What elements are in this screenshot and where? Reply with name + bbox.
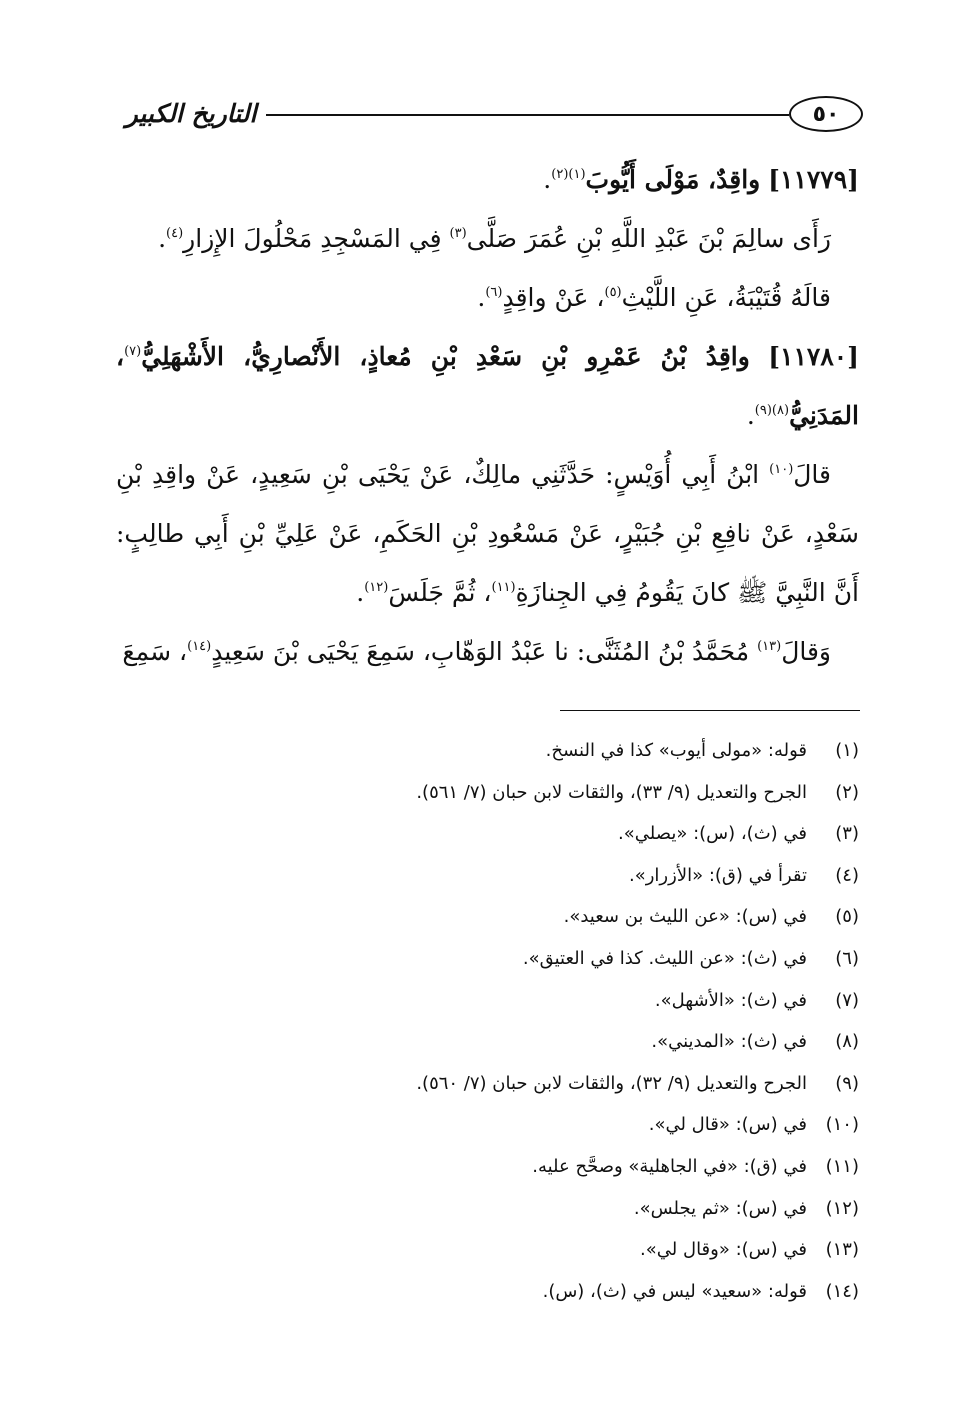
footnote-text: في (ث)، (س): «يصلي».: [618, 823, 807, 845]
entry-tail: .: [746, 401, 755, 430]
paragraph: [116, 445, 859, 622]
footnote-ref: (١)(٢): [551, 167, 586, 182]
footnote-text: تقرأ في (ق): «الأزرار».: [629, 864, 807, 886]
footnote: [116, 1021, 859, 1063]
entry-number: [١١٧٧٩]: [768, 165, 859, 194]
footnote-separator: [560, 710, 860, 711]
paragraph-text: فِي المَسْجِدِ مَحْلُولَ الإِزارِ: [183, 224, 450, 253]
footnote-number: (١٠): [825, 1114, 859, 1136]
footnote-number: (٩): [835, 1072, 859, 1094]
paragraph-text: .: [477, 283, 486, 312]
entry-name: واقِدُ بْنُ عَمْرِو بْنِ سَعْدِ بْنِ مُعاذٍ، الأَنْصارِيُّ، الأَشْهَلِيُّ: [141, 342, 750, 371]
footnote-number: (١): [835, 740, 859, 761]
footnote-ref: (٦): [485, 285, 503, 300]
paragraph-text: قالَ: [793, 460, 831, 489]
footnote: [116, 980, 859, 1022]
footnote-ref: (٧): [124, 344, 142, 359]
paragraph-text: ابْنُ أَبِي أُوَيْسٍ: حَدَّثَنِي مالِكٌ، عَنْ يَحْيَى بْنِ سَعِيدٍ، عَنْ واقِدِ بْنِ سَعْدٍ، عَنْ نافِعِ بْنِ جُبَيْرٍ، عَنْ مَسْعُودِ بْنِ الحَكَمِ، عَنْ عَلِيِّ بْنِ أَبِي طالِبٍ: أَنَّ النَّبِيَّ ﷺ كانَ يَقُومُ فِي الجِنازَةِ: [116, 460, 859, 607]
paragraph-text: ، سَمِعَ: [122, 637, 188, 666]
footnote: [116, 1063, 859, 1105]
footnote-number: (١٢): [825, 1197, 859, 1219]
footnote-ref: (١١): [491, 580, 516, 595]
footnote-number: (٧): [835, 989, 859, 1011]
footnote-text: الجرح والتعديل (٩/ ٣٢)، والثقات لابن حبان (٧/ ٥٦٠).: [416, 1072, 807, 1094]
footnote: [116, 855, 859, 897]
footnote: [116, 1146, 859, 1188]
entry-tail: .: [543, 165, 552, 194]
paragraph: [116, 268, 859, 327]
header-rule: [266, 114, 789, 116]
footnote: [116, 1229, 859, 1271]
footnote-number: (٣): [835, 823, 859, 845]
entry-name-cont: ، المَدَنِيُّ: [116, 342, 859, 430]
footnote-number: (٦): [835, 947, 859, 969]
footnote: [116, 730, 859, 772]
book-title: التاريخ الكبير: [125, 99, 257, 128]
footnote-number: (١١): [825, 1155, 859, 1177]
footnote-text: في (ث): «الأشهل».: [654, 989, 807, 1011]
entry-11779: [116, 150, 859, 209]
entry-number: [١١٧٨٠]: [768, 342, 860, 371]
footnote-text: في (س): «ثم يجلس».: [633, 1197, 807, 1219]
paragraph: [116, 209, 859, 268]
footnote-ref: (١٢): [364, 580, 389, 595]
footnote: [116, 896, 859, 938]
paragraph-text: رَأَى سالِمَ بْنَ عَبْدِ اللَّهِ بْنِ عُمَرَ صَلَّى: [466, 224, 831, 253]
footnote-ref: (٥): [604, 285, 622, 300]
footnote-text: الجرح والتعديل (٩/ ٣٣)، والثقات لابن حبان (٧/ ٥٦١).: [416, 781, 807, 803]
footnote: [116, 813, 859, 855]
footnote-ref: (٨)(٩): [754, 403, 790, 418]
entry-name: واقِدٌ، مَوْلَى أَيُّوبَ: [585, 165, 761, 194]
paragraph-text: ، ثُمَّ جَلَسَ: [388, 578, 492, 607]
footnote: [116, 938, 859, 980]
footnote-text: في (س): «وقال لي».: [640, 1239, 807, 1261]
footnote-ref: (١٣): [757, 639, 782, 654]
footnote-ref: (١٤): [187, 639, 212, 654]
paragraph: [116, 622, 859, 681]
footnote-text: في (ق): «في الجاهلية» وصحَّح عليه.: [532, 1155, 807, 1177]
footnotes-list: [116, 730, 859, 1312]
paragraph-text: .: [158, 224, 167, 253]
footnote-number: (٥): [835, 906, 859, 928]
footnote: [116, 1271, 859, 1313]
footnote: [116, 772, 859, 814]
footnote-text: في (ث): «المديني».: [651, 1031, 807, 1053]
footnote-ref: (١٠): [769, 462, 794, 477]
page-number: ٥٠: [789, 96, 863, 132]
paragraph-text: مُحَمَّدُ بْنُ المُثَنَّى: نا عَبْدُ الوَهّابِ، سَمِعَ يَحْيَى بْنَ سَعِيدٍ: [211, 637, 758, 666]
footnote-ref: (٤): [166, 226, 184, 241]
footnote-text: في (س): «عن الليث بن سعيد».: [563, 906, 807, 928]
footnote-text: قوله: «مولى أيوب» كذا في النسخ.: [545, 740, 807, 761]
footnote-number: (٢): [835, 781, 859, 803]
footnote-text: في (س): «قال لي».: [648, 1114, 807, 1136]
paragraph-text: .: [356, 578, 365, 607]
footnote-text: في (ث): «عن الليث. كذا في العتيق».: [522, 947, 807, 969]
page-header: [118, 92, 863, 148]
paragraph-text: ، عَنْ واقِدٍ: [502, 283, 605, 312]
footnote-number: (١٤): [825, 1280, 859, 1302]
main-text: [116, 150, 859, 681]
paragraph-text: قالَهُ قُتَيْبَةُ، عَنِ اللَّيْثِ: [621, 283, 831, 312]
footnote-number: (٨): [835, 1031, 859, 1053]
footnote-text: قوله: «سعيد» ليس في (ث)، (س).: [542, 1280, 807, 1302]
footnote-number: (١٣): [825, 1239, 859, 1261]
footnote: [116, 1104, 859, 1146]
entry-11780: [116, 327, 859, 445]
footnote: [116, 1188, 859, 1230]
footnote-ref: (٣): [449, 226, 467, 241]
paragraph-text: وَقالَ: [781, 637, 831, 666]
footnote-number: (٤): [835, 864, 859, 886]
